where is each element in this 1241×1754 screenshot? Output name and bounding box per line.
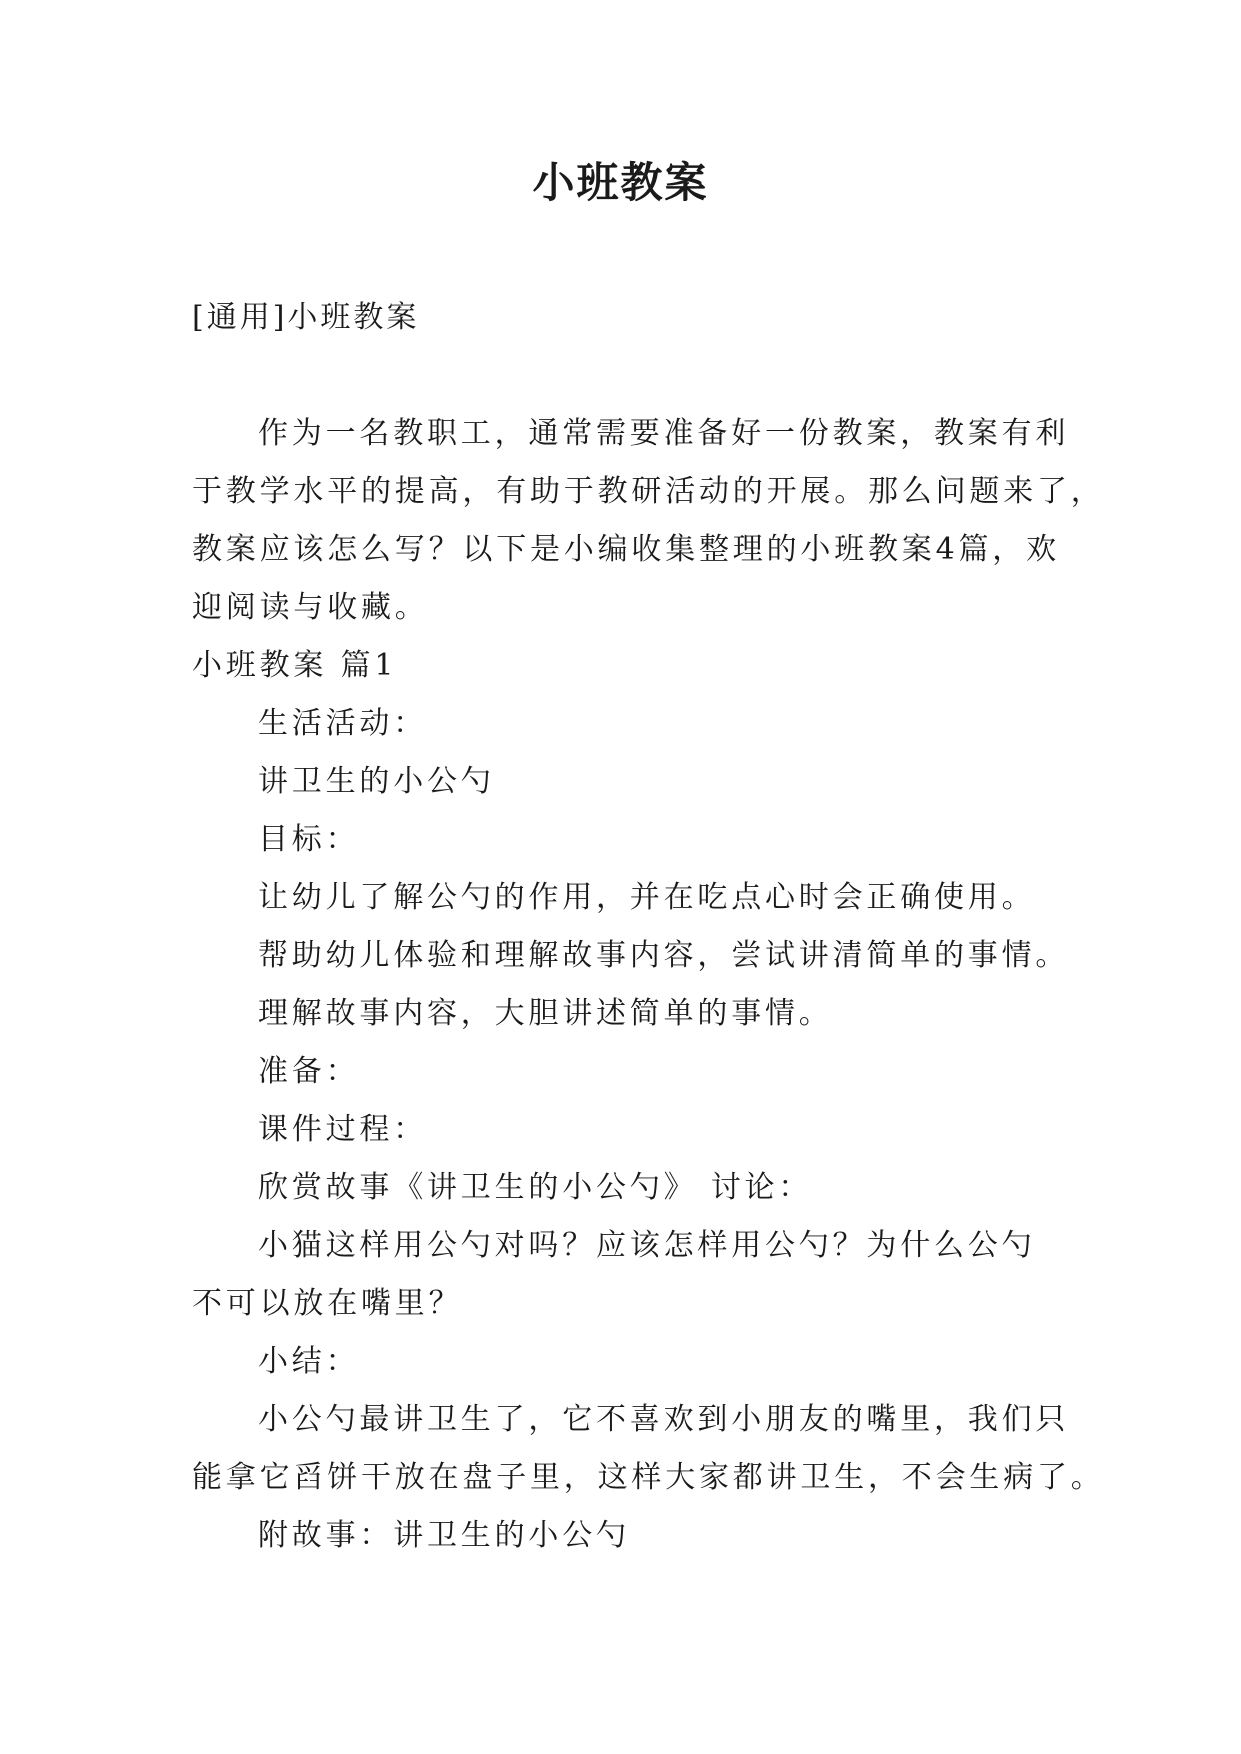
paragraph-line: 能拿它舀饼干放在盘子里，这样大家都讲卫生，不会生病了。 [192, 1460, 1105, 1495]
paragraph-line: 生活活动： [258, 706, 427, 741]
document-body [192, 405, 1105, 1565]
paragraph-line: 小班教案 篇1 [192, 648, 398, 683]
paragraph-line: 教案应该怎么写？以下是小编收集整理的小班教案4篇，欢 [192, 532, 1060, 567]
paragraph-line: 作为一名教职工，通常需要准备好一份教案，教案有利 [258, 416, 1070, 451]
paragraph-line: 不可以放在嘴里？ [192, 1286, 463, 1321]
paragraph-line: 理解故事内容，大胆讲述简单的事情。 [258, 996, 833, 1031]
paragraph-line: 让幼儿了解公勺的作用，并在吃点心时会正确使用。 [258, 880, 1036, 915]
paragraph-line: 小猫这样用公勺对吗？应该怎样用公勺？为什么公勺 [258, 1228, 1036, 1263]
paragraph-line: 小结： [258, 1344, 360, 1379]
paragraph-line: 讲卫生的小公勺 [258, 764, 495, 799]
paragraph-line: 附故事：讲卫生的小公勺 [258, 1518, 630, 1553]
paragraph-line: 小公勺最讲卫生了，它不喜欢到小朋友的嘴里，我们只 [258, 1402, 1070, 1437]
paragraph-line: 于教学水平的提高，有助于教研活动的开展。那么问题来了， [192, 474, 1105, 509]
paragraph-line: 准备： [258, 1054, 360, 1089]
paragraph-line: 欣赏故事《讲卫生的小公勺》 讨论： [258, 1170, 813, 1205]
document-subtitle: [通用]小班教案 [192, 300, 420, 335]
document-title: 小班教案 [532, 158, 709, 207]
paragraph-line: 帮助幼儿体验和理解故事内容，尝试讲清简单的事情。 [258, 938, 1070, 973]
paragraph-line: 迎阅读与收藏。 [192, 590, 429, 625]
paragraph-line: 目标： [258, 822, 360, 857]
paragraph-line: 课件过程： [258, 1112, 427, 1147]
